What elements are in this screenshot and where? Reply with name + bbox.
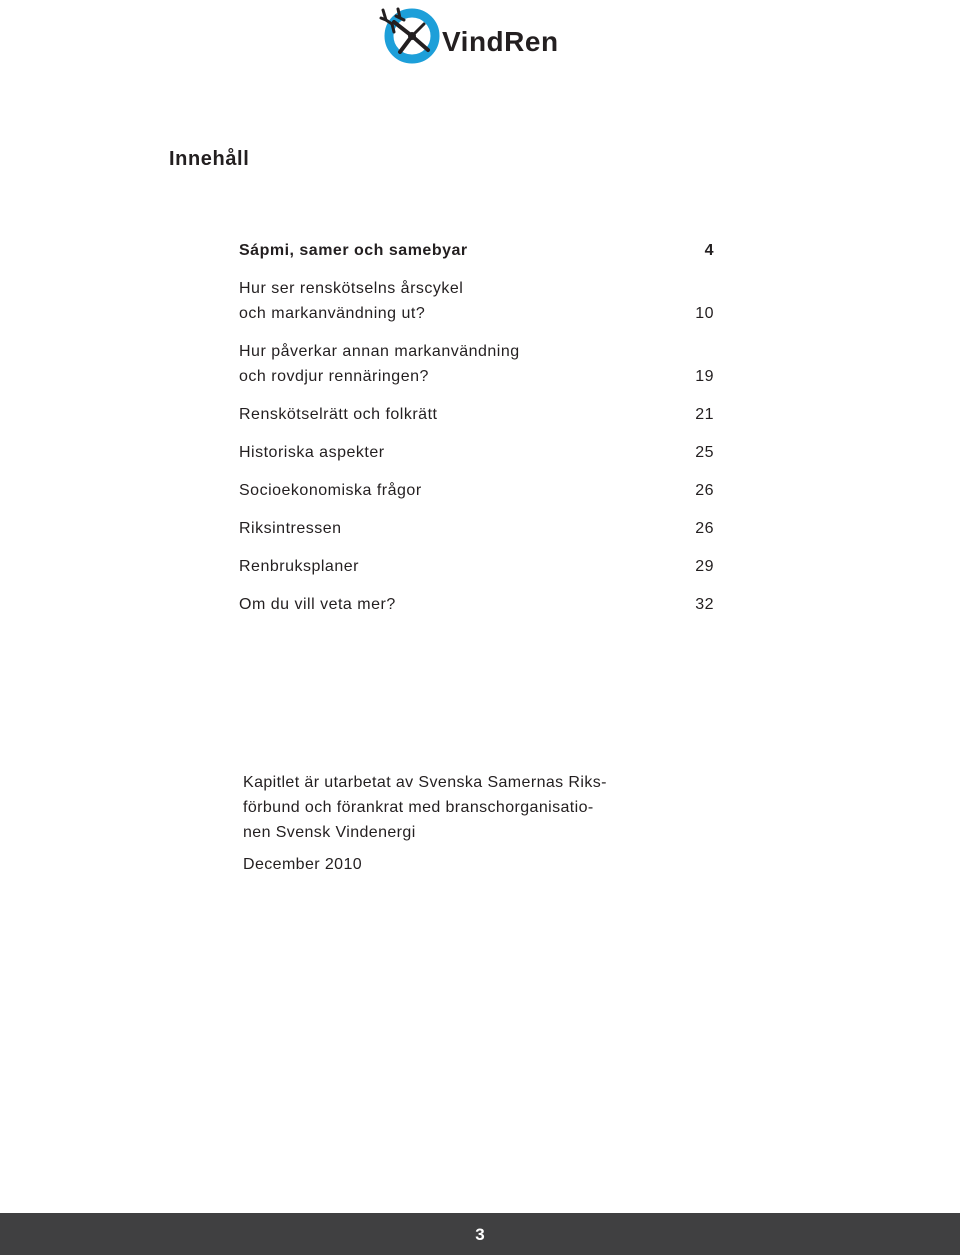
toc-page-number: 21 bbox=[695, 406, 714, 423]
toc-page-number: 25 bbox=[695, 444, 714, 461]
toc-entry-title bbox=[239, 516, 659, 541]
toc-title-line: och rovdjur rennäringen? bbox=[239, 368, 429, 385]
toc-title-line: Socioekonomiska frågor bbox=[239, 482, 422, 499]
colophon-line: nen Svensk Vindenergi bbox=[243, 824, 416, 841]
publication-date: December 2010 bbox=[243, 856, 363, 873]
toc-entry-title bbox=[239, 554, 659, 579]
toc-title-line: Om du vill veta mer? bbox=[239, 596, 396, 613]
toc-entry-title bbox=[239, 238, 659, 263]
toc-page-number: 10 bbox=[695, 305, 714, 322]
table-of-contents bbox=[239, 238, 714, 630]
toc-entry-sapmi[interactable] bbox=[239, 238, 714, 263]
toc-entry-renskotselratt[interactable] bbox=[239, 402, 714, 427]
logo-wordmark: VindRen bbox=[442, 26, 559, 57]
toc-title-line: Historiska aspekter bbox=[239, 444, 385, 461]
toc-title-line: Riksintressen bbox=[239, 520, 342, 537]
toc-entry-veta-mer[interactable] bbox=[239, 592, 714, 617]
reindeer-wind-logo-icon bbox=[378, 6, 440, 64]
toc-entry-title bbox=[239, 276, 659, 326]
toc-entry-title bbox=[239, 478, 659, 503]
toc-entry-markanvandning[interactable] bbox=[239, 339, 714, 389]
toc-title-line: Hur ser renskötselns årscykel bbox=[239, 280, 464, 297]
toc-title-line: Sápmi, samer och samebyar bbox=[239, 242, 468, 259]
toc-page-number: 19 bbox=[695, 368, 714, 385]
toc-entry-historiska[interactable] bbox=[239, 440, 714, 465]
toc-page-number: 26 bbox=[695, 520, 714, 537]
toc-page-number: 26 bbox=[695, 482, 714, 499]
toc-entry-title bbox=[239, 339, 659, 389]
toc-page-number: 32 bbox=[695, 596, 714, 613]
page-title: Innehåll bbox=[169, 148, 250, 170]
toc-entry-renbruksplaner[interactable] bbox=[239, 554, 714, 579]
toc-title-line: Renskötselrätt och folkrätt bbox=[239, 406, 438, 423]
toc-entry-title bbox=[239, 592, 659, 617]
colophon-line: förbund och förankrat med branschorganisatio- bbox=[243, 799, 594, 816]
toc-entry-title bbox=[239, 440, 659, 465]
toc-entry-socioekonomiska[interactable] bbox=[239, 478, 714, 503]
toc-page-number: 29 bbox=[695, 558, 714, 575]
toc-title-line: Renbruksplaner bbox=[239, 558, 359, 575]
toc-title-line: Hur påverkar annan markanvändning bbox=[239, 343, 520, 360]
toc-entry-riksintressen[interactable] bbox=[239, 516, 714, 541]
colophon-line: Kapitlet är utarbetat av Svenska Samernas Riks- bbox=[243, 774, 607, 791]
toc-entry-title bbox=[239, 402, 659, 427]
colophon-text bbox=[243, 770, 643, 845]
toc-entry-arscykel[interactable] bbox=[239, 276, 714, 326]
toc-page-number: 4 bbox=[704, 242, 714, 259]
vindren-logo bbox=[378, 6, 588, 64]
toc-title-line: och markanvändning ut? bbox=[239, 305, 426, 322]
page-number: 3 bbox=[475, 1225, 485, 1244]
